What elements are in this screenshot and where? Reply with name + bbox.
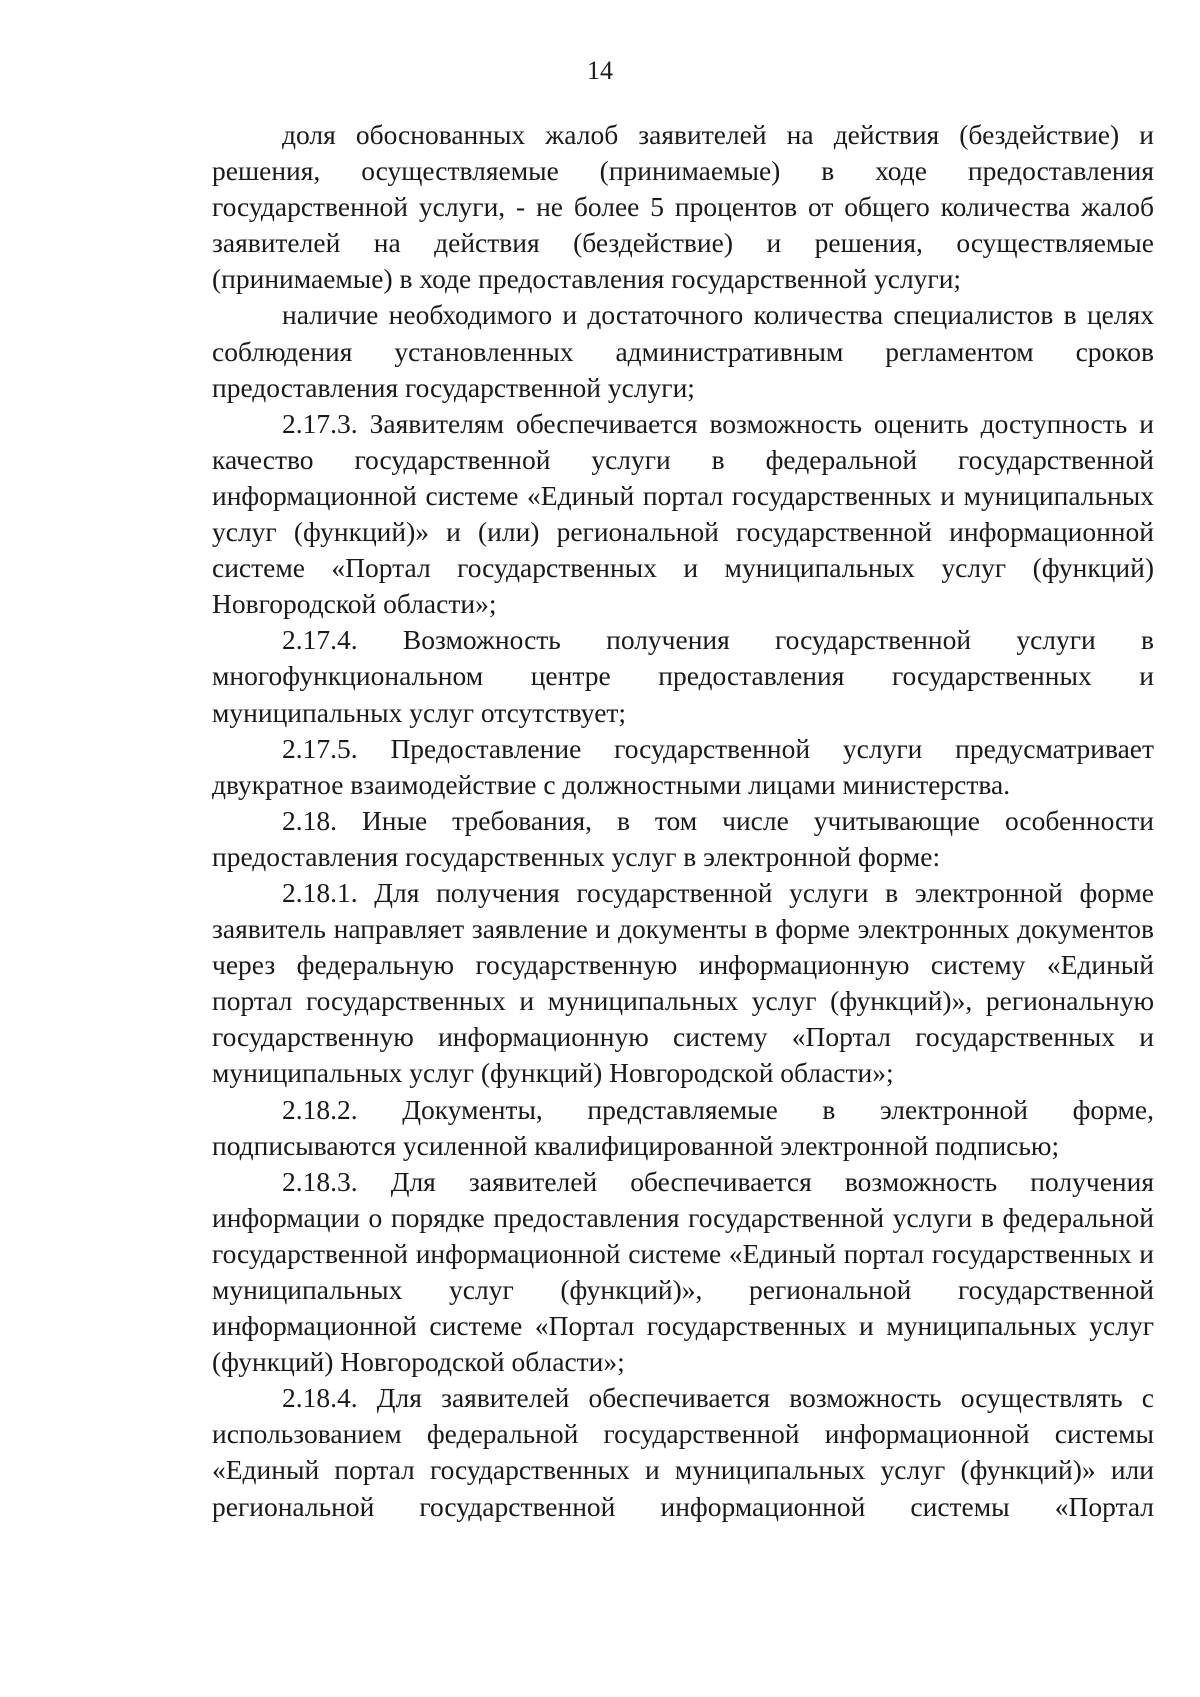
paragraph-2-17-3: 2.17.3. Заявителям обеспечивается возможность оценить доступность и качество государственной услуги в федеральной государственной информационной системе «Единый портал государственных и муниципальных услуг (функций)» и (или) региональной государственной информационной системе «Портал государственных и муниципальных услуг (функций) Новгородской области»; [212, 407, 1154, 620]
paragraph-2-17-4: 2.17.4. Возможность получения государственной услуги в многофункциональном центре предоставления государственных и муниципальных услуг отсутствует; [212, 624, 1154, 728]
paragraph-2-18-2: 2.18.2. Документы, представляемые в электронной форме, подписываются усиленной квалифицированной электронной подписью; [212, 1093, 1154, 1161]
paragraph-complaints-share: доля обоснованных жалоб заявителей на действия (бездействие) и решения, осуществляемые (принимаемые) в ходе предоставления государственной услуги, - не более 5 процентов от общего количества жалоб заявителей на действия (бездействие) и решения, осуществляемые (принимаемые) в ходе предоставления государственной услуги; [212, 119, 1154, 295]
paragraph-2-18-3: 2.18.3. Для заявителей обеспечивается возможность получения информации о порядке предоставления государственной услуги в федеральной государственной информационной системе «Единый портал государственных и муниципальных услуг (функций)», региональной государственной информационной системе «Портал государственных и муниципальных услуг (функций) Новгородской области»; [212, 1165, 1154, 1378]
paragraph-specialists: наличие необходимого и достаточного количества специалистов в целях соблюдения установленных административным регламентом сроков предоставления государственной услуги; [212, 299, 1154, 403]
paragraph-2-18-4: 2.18.4. Для заявителей обеспечивается возможность осуществлять с использованием федеральной государственной информационной системы «Единый портал государственных и муниципальных услуг (функций)» или региональной государственной информационной системы «Портал [212, 1382, 1154, 1522]
paragraph-2-18: 2.18. Иные требования, в том числе учитывающие особенности предоставления государственных услуг в электронной форме: [212, 804, 1154, 872]
paragraph-2-18-1: 2.18.1. Для получения государственной услуги в электронной форме заявитель направляет заявление и документы в форме электронных документов через федеральную государственную информационную систему «Единый портал государственных и муниципальных услуг (функций)», региональную государственную информационную систему «Портал государственных и муниципальных услуг (функций) Новгородской области»; [212, 876, 1154, 1089]
paragraph-2-17-5: 2.17.5. Предоставление государственной услуги предусматривает двукратное взаимодействие с должностными лицами министерства. [212, 732, 1154, 800]
page-number: 14 [587, 56, 613, 85]
document-body [212, 117, 1154, 1525]
